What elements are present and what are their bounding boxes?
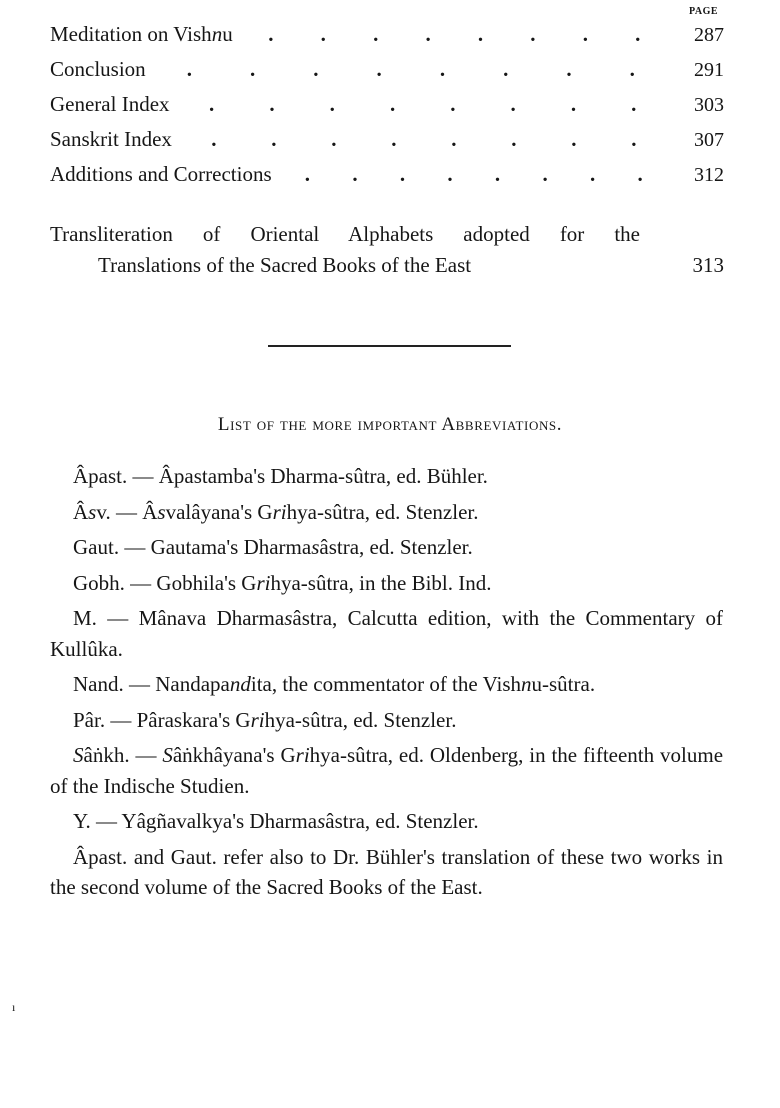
scan-speck: ı <box>12 1000 16 1014</box>
page-column-label: PAGE <box>689 6 719 17</box>
leader-dot: . <box>391 127 397 151</box>
leader-dot: . <box>631 92 637 116</box>
leader-dot: . <box>329 92 335 116</box>
leader-dot: . <box>304 162 311 186</box>
leader-dot: . <box>451 127 457 151</box>
leader-dot: . <box>373 22 379 46</box>
leader-dot: . <box>439 57 446 81</box>
leader-dot: . <box>571 127 577 151</box>
abbreviation-entry: Nand. — Nandapandita, the commentator of the Vishnu-sûtra. <box>73 672 596 696</box>
toc-entry <box>50 162 724 197</box>
abbreviations-heading: List of the more important Abbreviations. <box>217 414 563 435</box>
leader-dot: . <box>530 22 536 46</box>
leader-dots <box>233 22 680 47</box>
toc-entry-title-line1: Transliteration of Oriental Alphabets adopted for the <box>50 222 640 246</box>
abbreviations-list <box>50 461 723 908</box>
toc-entry-title: General Index <box>50 92 170 116</box>
leader-dot: . <box>629 57 635 81</box>
abbreviation-entry: Gobh. — Gobhila's Grihya-sûtra, in the Bibl. Ind. <box>73 570 492 595</box>
toc-entry-title: Additions and Corrections <box>50 162 272 186</box>
leader-dot: . <box>269 92 275 116</box>
leader-dot: . <box>186 57 192 81</box>
leader-dot: . <box>570 92 577 116</box>
leader-dots <box>170 92 680 117</box>
leader-dot: . <box>589 162 596 186</box>
leader-dot: . <box>542 162 548 186</box>
section-divider <box>268 345 511 347</box>
leader-dot: . <box>425 22 431 46</box>
abbreviation-entry: M. — Mânava Dharmasâstra, Calcutta edition, with the Commentary of Kullûka. <box>50 606 723 661</box>
leader-dot: . <box>566 57 572 81</box>
leader-dot: . <box>389 92 396 116</box>
leader-dot: . <box>271 127 277 151</box>
leader-dot: . <box>450 92 456 116</box>
toc-entry-page: 313 <box>692 253 724 277</box>
abbreviation-entry: Pâr. — Pâraskara's Grihya-sûtra, ed. Stenzler. <box>73 707 457 732</box>
leader-dot: . <box>249 57 256 81</box>
leader-dot: . <box>313 57 319 81</box>
leader-dot: . <box>320 22 326 46</box>
table-of-contents <box>50 22 724 197</box>
leader-dot: . <box>477 22 484 46</box>
toc-entry <box>50 127 724 162</box>
abbreviation-entry: Âsv. — Âsvalâyana's Grihya-sûtra, ed. Stenzler. <box>73 499 479 524</box>
toc-entry-page: 307 <box>694 129 724 151</box>
abbreviation-entry: Gaut. — Gautama's Dharmasâstra, ed. Stenzler. <box>73 535 473 559</box>
leader-dots <box>272 162 680 187</box>
leader-dot: . <box>268 22 274 46</box>
leader-dot: . <box>511 127 517 151</box>
abbreviation-entry: Sâṅkh. — Sâṅkhâyana's Grihya-sûtra, ed. Oldenberg, in the fifteenth volume of the Indische Studien. <box>50 743 724 798</box>
toc-entry-page: 303 <box>694 94 724 116</box>
toc-entry-title: Sanskrit Index <box>50 127 172 151</box>
leader-dot: . <box>494 162 501 186</box>
leader-dot: . <box>631 127 637 151</box>
abbreviation-entry: Âpast. — Âpastamba's Dharma-sûtra, ed. Bühler. <box>73 464 488 488</box>
leader-dots <box>146 57 680 82</box>
abbreviation-entry: Y. — Yâgñavalkya's Dharmasâstra, ed. Stenzler. <box>73 809 479 833</box>
leader-dot: . <box>582 22 588 46</box>
toc-entry-title-line2: Translations of the Sacred Books of the East <box>98 253 472 277</box>
leader-dot: . <box>352 162 358 186</box>
leader-dot: . <box>211 127 217 151</box>
leader-dots <box>172 127 680 152</box>
toc-entry <box>50 92 724 127</box>
leader-dot: . <box>376 57 382 81</box>
toc-entry-page: 287 <box>694 24 724 46</box>
toc-entry-page: 291 <box>694 59 724 81</box>
leader-dot: . <box>510 92 516 116</box>
toc-entry-page: 312 <box>694 164 724 186</box>
leader-dot: . <box>637 162 643 186</box>
leader-dot: . <box>635 22 641 46</box>
toc-entry-title: Meditation on Vishnu <box>50 22 233 46</box>
leader-dot: . <box>399 162 406 186</box>
toc-entry-title: Conclusion <box>50 57 146 81</box>
leader-dot: . <box>503 57 509 81</box>
toc-entry-transliteration <box>50 222 724 278</box>
abbreviation-note: Âpast. and Gaut. refer also to Dr. Bühler's translation of these two works in the second volume of the Sacred Books of the East. <box>50 844 723 899</box>
toc-entry <box>50 22 724 57</box>
toc-entry <box>50 57 724 92</box>
leader-dot: . <box>331 127 337 151</box>
leader-dot: . <box>209 92 215 116</box>
leader-dot: . <box>447 162 453 186</box>
